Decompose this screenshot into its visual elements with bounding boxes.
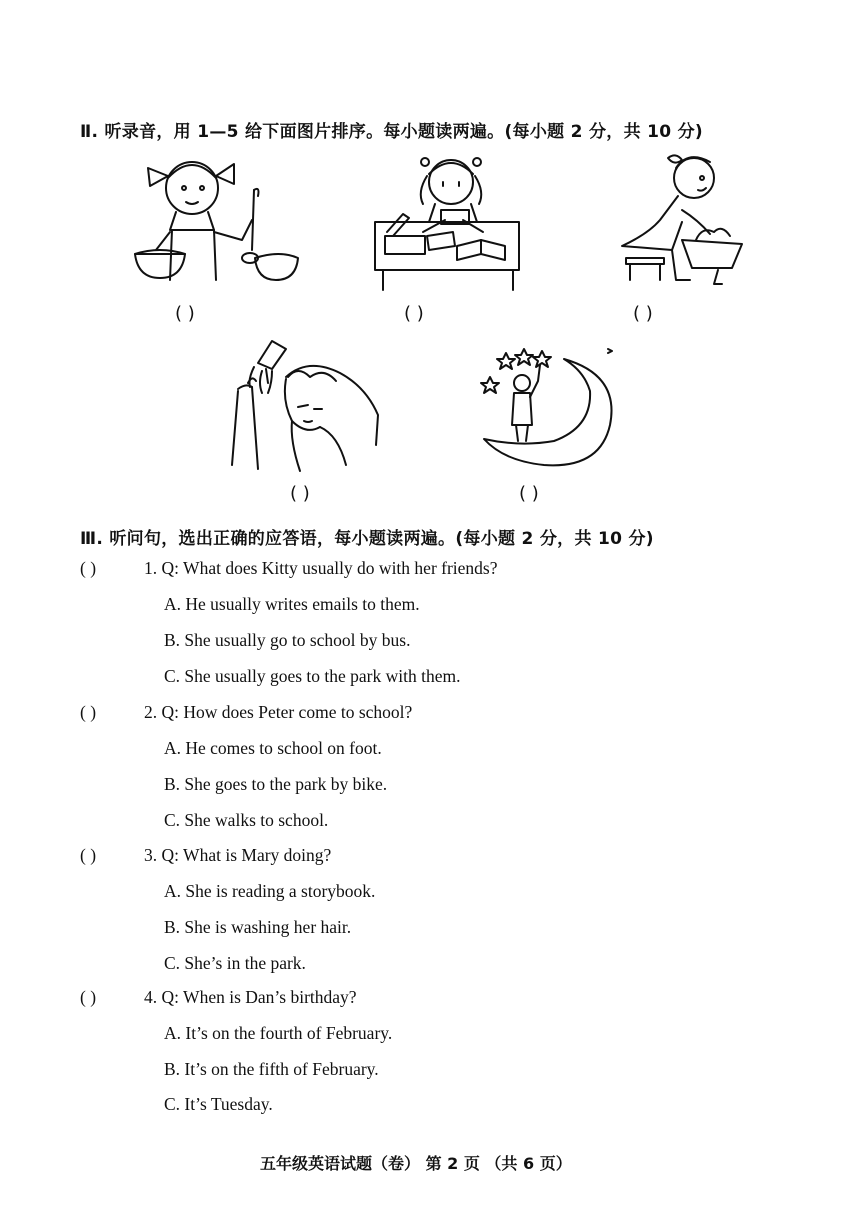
question-2 — [80, 702, 412, 723]
question-3-option-c[interactable]: C. She’s in the park. — [164, 953, 306, 973]
picture-2 — [373, 152, 523, 292]
question-3 — [80, 845, 331, 866]
picture-1 — [130, 150, 300, 290]
girl-washing-clothes-icon — [618, 150, 748, 290]
girl-cooking-icon — [130, 150, 300, 290]
picture-4-answer-blank[interactable]: ( ) — [290, 483, 310, 504]
question-4-answer-blank[interactable]: ( ) — [80, 987, 97, 1007]
section-2-heading: Ⅱ. 听录音，用 1—5 给下面图片排序。每小题读两遍。(每小题 2 分，共 10 分) — [80, 122, 703, 142]
question-2-option-c[interactable]: C. She walks to school. — [164, 810, 329, 830]
girl-washing-hair-icon — [228, 335, 383, 475]
question-3-option-b[interactable]: B. She is washing her hair. — [164, 917, 352, 937]
picture-3 — [618, 150, 748, 290]
question-4-option-b[interactable]: B. It’s on the fifth of February. — [164, 1059, 379, 1079]
picture-2-answer-blank[interactable]: ( ) — [404, 303, 424, 324]
girl-studying-icon — [373, 152, 523, 292]
question-1 — [80, 558, 498, 579]
question-4-option-a[interactable]: A. It’s on the fourth of February. — [164, 1023, 393, 1043]
question-2-text: 2. Q: How does Peter come to school? — [144, 702, 413, 722]
question-4-option-c[interactable]: C. It’s Tuesday. — [164, 1094, 273, 1114]
question-3-answer-blank[interactable]: ( ) — [80, 845, 97, 865]
picture-3-answer-blank[interactable]: ( ) — [633, 303, 653, 324]
question-2-option-a[interactable]: A. He comes to school on foot. — [164, 738, 382, 758]
section-3-heading: Ⅲ. 听问句，选出正确的应答语，每小题读两遍。(每小题 2 分，共 10 分) — [80, 529, 654, 549]
question-1-text: 1. Q: What does Kitty usually do with her friends? — [144, 558, 498, 578]
question-2-answer-blank[interactable]: ( ) — [80, 702, 97, 722]
picture-4 — [228, 335, 383, 475]
question-1-answer-blank[interactable]: ( ) — [80, 558, 97, 578]
question-1-option-b[interactable]: B. She usually go to school by bus. — [164, 630, 411, 650]
question-3-option-a[interactable]: A. She is reading a storybook. — [164, 881, 376, 901]
question-4-text: 4. Q: When is Dan’s birthday? — [144, 987, 357, 1007]
picture-5 — [480, 345, 620, 475]
child-on-moon-icon — [480, 345, 620, 475]
question-3-text: 3. Q: What is Mary doing? — [144, 845, 332, 865]
question-4 — [80, 987, 357, 1008]
picture-5-answer-blank[interactable]: ( ) — [519, 483, 539, 504]
question-2-option-b[interactable]: B. She goes to the park by bike. — [164, 774, 388, 794]
picture-1-answer-blank[interactable]: ( ) — [175, 303, 195, 324]
page-footer: 五年级英语试题（卷） 第 2 页 （共 6 页） — [260, 1154, 572, 1173]
question-1-option-c[interactable]: C. She usually goes to the park with them. — [164, 666, 461, 686]
question-1-option-a[interactable]: A. He usually writes emails to them. — [164, 594, 420, 614]
